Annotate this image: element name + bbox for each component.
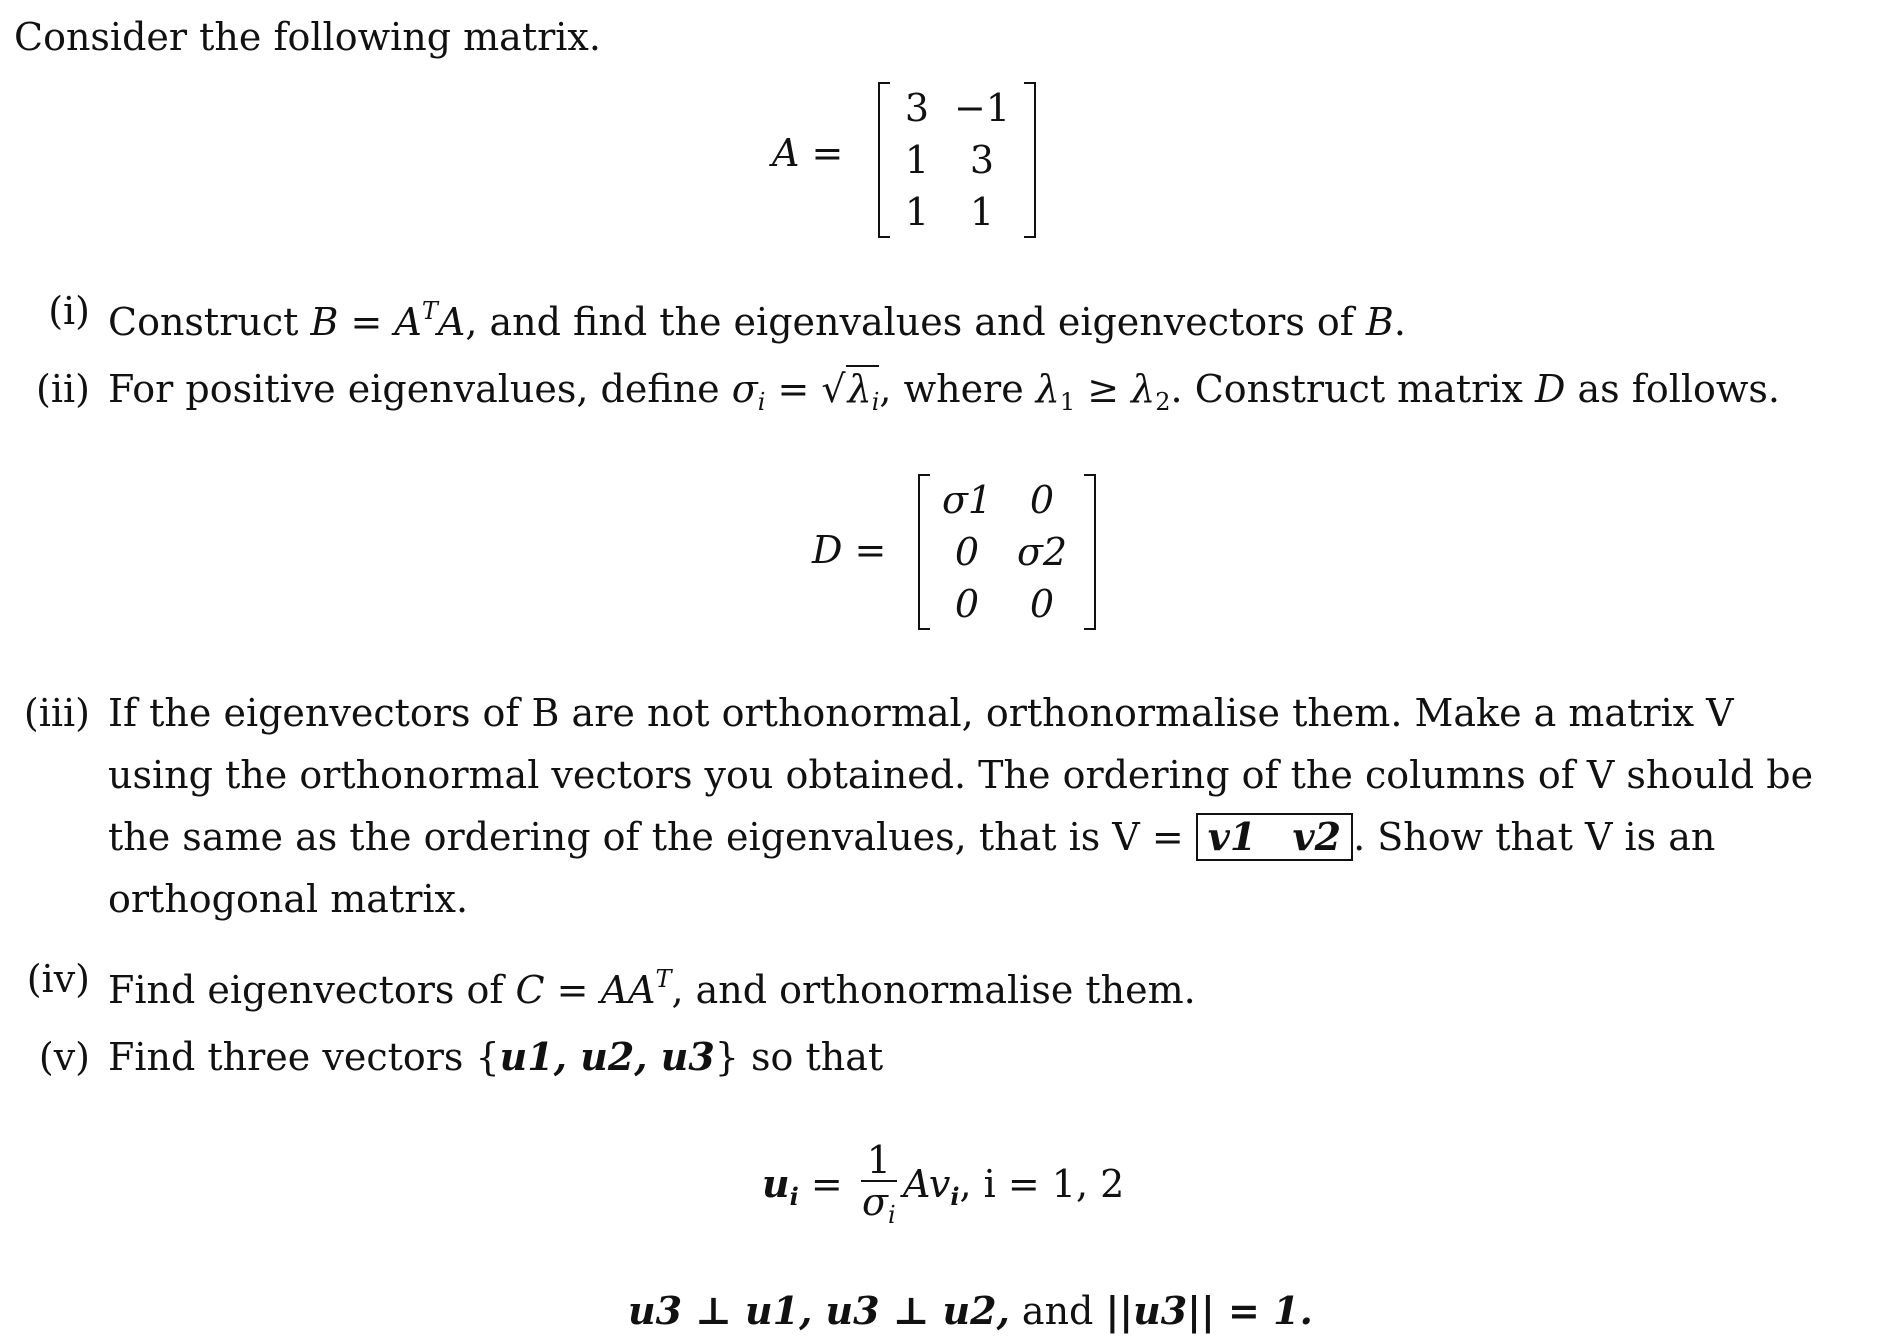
matrix-d-cell: σ1 — [941, 478, 993, 522]
part-5-text: Find three vectors {u1, u2, u3} so that — [108, 1034, 884, 1079]
part-2-label: (ii) — [36, 367, 90, 411]
matrix-d-cell: 0 — [954, 530, 980, 574]
matrix-a-label: A = — [772, 131, 844, 175]
part-1-text: Construct $B = A^TA$, and find the eigenvalues and eigenvectors of B. — [108, 297, 1406, 344]
matrix-d-label: D = — [812, 528, 887, 572]
equation-u-3: u3 ⊥ u1, u3 ⊥ u2, and ||u3|| = 1. — [628, 1288, 1313, 1333]
part-3-line-1: If the eigenvectors of B are not orthonormal, orthonormalise them. Make a matrix V — [108, 691, 1734, 735]
part-4-text: Find eigenvectors of $C = AA^T$, and orthonormalise them. — [108, 965, 1196, 1012]
intro-text: Consider the following matrix. — [14, 15, 601, 59]
part-3-label: (iii) — [23, 691, 90, 735]
part-1-label: (i) — [48, 289, 90, 333]
matrix-d-cell: 0 — [954, 582, 980, 626]
matrix-d-cell: 0 — [1029, 582, 1055, 626]
matrix-a-cell: 3 — [969, 138, 995, 182]
matrix-a-cell: 1 — [904, 138, 930, 182]
matrix-a-cell: −1 — [953, 86, 1011, 130]
matrix-d-cell: σ2 — [1016, 530, 1068, 574]
part-5-label: (v) — [38, 1035, 90, 1079]
matrix-d-cell: 0 — [1029, 478, 1055, 522]
matrix-a-cell: 1 — [904, 190, 930, 234]
matrix-a — [878, 82, 1036, 238]
matrix-a-cell: 1 — [969, 190, 995, 234]
part-3-line-2: using the orthonormal vectors you obtained. The ordering of the columns of V should be — [108, 753, 1814, 797]
part-3-line-4: orthogonal matrix. — [108, 877, 469, 921]
matrix-a-cell: 3 — [904, 86, 930, 130]
part-3-line-3: the same as the ordering of the eigenvalues, that is V = v1 v2 . Show that V is an — [108, 814, 1716, 859]
matrix-d — [918, 474, 1096, 630]
part-2-text: For positive eigenvalues, define $\sigma_i = √\lambda_i$, where $\lambda_1 \ge \lambda_2$. Construct matrix D as follows. — [108, 367, 1780, 416]
part-4-label: (iv) — [26, 957, 90, 1001]
equation-u-i: $u_i$ = $\frac{1}{\sigma_i}$ $Av_i$, i = 1, 2 — [762, 1138, 1125, 1229]
